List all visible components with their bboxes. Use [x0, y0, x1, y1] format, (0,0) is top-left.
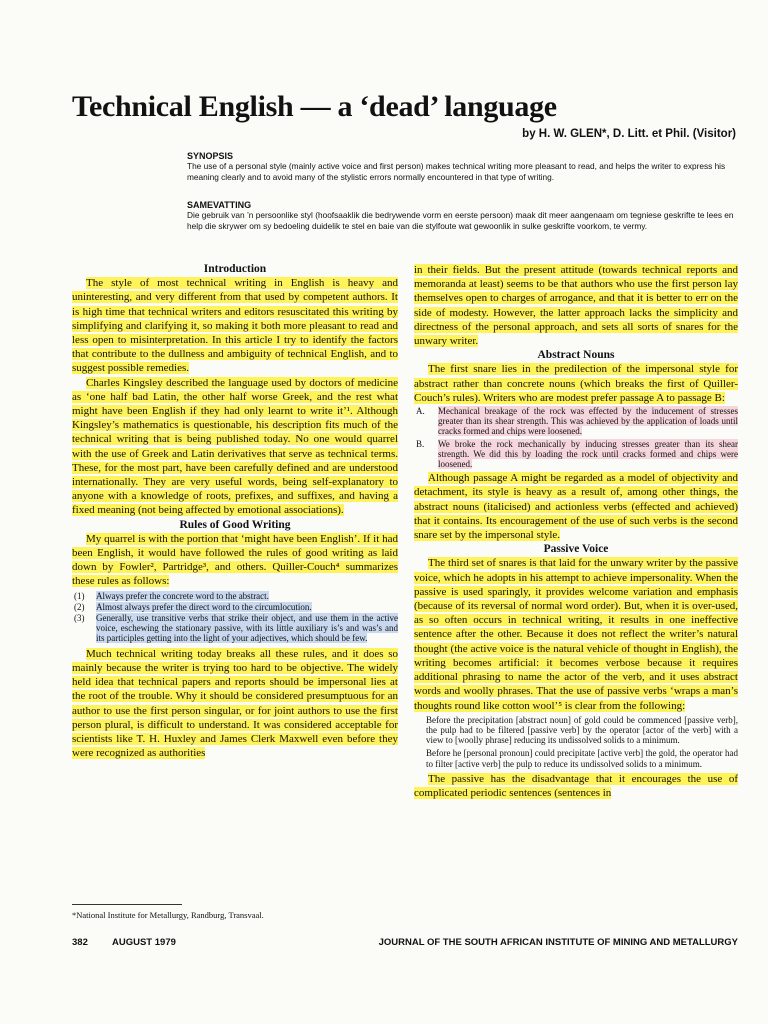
rules-heading: Rules of Good Writing [179, 518, 291, 531]
left-column [72, 262, 398, 760]
rules-list [72, 591, 398, 644]
issue-date: AUGUST 1979 [112, 937, 176, 948]
footnote: *National Institute for Metallurgy, Randburg, Transvaal. [72, 910, 264, 920]
paragraph: in their fields. But the present attitude (towards technical reports and memoranda at least) seems to be that authors who use the first person lay themselves open to charges of arrogance, and that it is better to err on the side of modesty. However, the latter approach lacks the simplicity and directness of the personal approach, and sets all sorts of snares for the unwary writer. [414, 264, 738, 348]
example-active: Before he [personal pronoun] could precipitate [active verb] the gold, the operator had to filter [active verb] the pulp to reduce its undissolved solids to a minimum. [426, 748, 738, 769]
passage-b: B. We broke the rock mechanically by inducing stresses greater than its shear strength. We did this by loading the rock until cracks formed and chips were loosened. [416, 438, 738, 470]
passive-voice-heading: Passive Voice [543, 543, 609, 556]
page-number: 382 [72, 937, 88, 948]
right-column [414, 263, 738, 800]
synopsis-text: The use of a personal style (mainly active voice and first person) makes technical writing more pleasant to read, and helps the writer to express his meaning clearly and to avoid many of the stylistic errors normally encountered in that type of writing. [187, 161, 726, 182]
journal-name: JOURNAL OF THE SOUTH AFRICAN INSTITUTE OF MINING AND METALLURGY [378, 937, 738, 948]
paragraph: The style of most technical writing in English is heavy and uninteresting, and very different from that used by competent authors. It is high time that technical writers and editors resuscitated this writing by simplifying and clarifying it, so making it both more pleasant to read and less open to misinterpretation. In this article I try to identify the factors that contribute to the dullness and ambiguity of technical English, and to suggest possible remedies. [72, 277, 398, 375]
passage-a: A. Mechanical breakage of the rock was effected by the inducement of stresses greater than its shear strength. This was achieved by the application of loads until cracks formed and chips were loosened. [416, 406, 738, 437]
introduction-heading: Introduction [203, 263, 267, 275]
paragraph: Much technical writing today breaks all these rules, and it does so mainly because the writer is trying too hard to be objective. The widely held idea that technical papers and reports should be impersonal lies at the root of the trouble. Why it should be considered presumptuous for an author to use the first person singular, or for joint authors to use the first person plural, is difficult to understand. It was considered acceptable for scientists like T. H. Huxley and James Clerk Maxwell even before they were recognized as authorities [72, 647, 398, 760]
list-item: (2) Almost always prefer the direct word to the circumlocution. [74, 601, 312, 612]
paragraph: Although passage A might be regarded as a model of objectivity and detachment, its style is heavy as a result of, among other things, the abstract nouns (italicised) and actionless verbs (effected and achieved) that it contains. Its encouragement of the use of such verbs is the second snare set by the impersonal style. [414, 472, 738, 542]
paragraph: The third set of snares is that laid for the unwary writer by the passive voice, which he adopts in his attempt to achieve impersonality. When the passive is used sparingly, it provides welcome variation and emphasis (because of its reversal of normal word order). But, when it is over-used, as so often occurs in technical writing, it results in one ineffective sentence after the other. Because it does not reflect the writer’s natural thought (the active voice is the natural vehicle of thought in English), the writing becomes artificial: it becomes verbose because it requires additional phrasing to name the actor of the verb, and it uses abstract words and woolly phrases. That the use of passive verbs ‘wraps a man’s thoughts round like cotton wool’⁵ is clear from the following: [414, 557, 738, 712]
samevatting-text: Die gebruik van ’n persoonlike styl (hoofsaaklik die bedrywende vorm en eerste persoon) maak dit meer aangenaam om tegniese geskrifte te lees en help die skrywer om sy bedoeling duidelik te stel en baie van die stylfoute wat gewoonlik in sulke geskrifte voorkom, te vermy. [187, 210, 734, 231]
list-item: (1) Always prefer the concrete word to the abstract. [74, 590, 269, 601]
footnote-rule [72, 904, 182, 905]
abstract-nouns-heading: Abstract Nouns [537, 349, 615, 362]
paragraph: Charles Kingsley described the language used by doctors of medicine as ‘one half bad Latin, the other half worse Greek, and the rest what might have been English if they had only learnt to write it’¹. Although Kingsley’s mathematics is questionable, his description fits much of the technical writing that is being published today. No one would quarrel with the use of Greek and Latin derivatives that serve as technical terms. These, for the most part, have been carefully defined and are understood internationally. They are very useful words, being self-explanatory to anyone with a knowledge of roots, prefixes, and suffixes, and having a fixed meaning (not being affected by emotional associations). [72, 376, 398, 517]
author-byline: by H. W. GLEN*, D. Litt. et Phil. (Visitor) [522, 128, 736, 140]
paragraph: The passive has the disadvantage that it encourages the use of complicated periodic sentences (sentences in [414, 772, 738, 799]
paragraph: My quarrel is with the portion that ‘might have been English’. If it had been English, it would have followed the rules of good writing as laid down by Fowler², Partridge³, and others. Quiller-Couch⁴ summarizes these rules as follows: [72, 532, 398, 588]
article-title: Technical English — a ‘dead’ language [72, 90, 557, 123]
samevatting-heading: SAMEVATTING [187, 200, 252, 210]
synopsis-heading: SYNOPSIS [187, 151, 234, 161]
list-item: (3) Generally, use transitive verbs that strike their object, and use them in the active voice, eschewing the stationary passive, with its little auxiliary is’s and was’s and its participles getting into the light of your adjectives, which should be few. [74, 613, 398, 644]
example-passive: Before the precipitation [abstract noun] of gold could be commenced [passive verb], the pulp had to be filtered [passive verb] by the operator [actor of the verb] with a view to [woolly phrase] reducing its undissolved solids to a minimum. [426, 714, 738, 746]
paragraph: The first snare lies in the predilection of the impersonal style for abstract rather than concrete nouns (which breaks the first of Quiller-Couch’s rules). Writers who are modest prefer passage A to passage B: [414, 363, 738, 404]
